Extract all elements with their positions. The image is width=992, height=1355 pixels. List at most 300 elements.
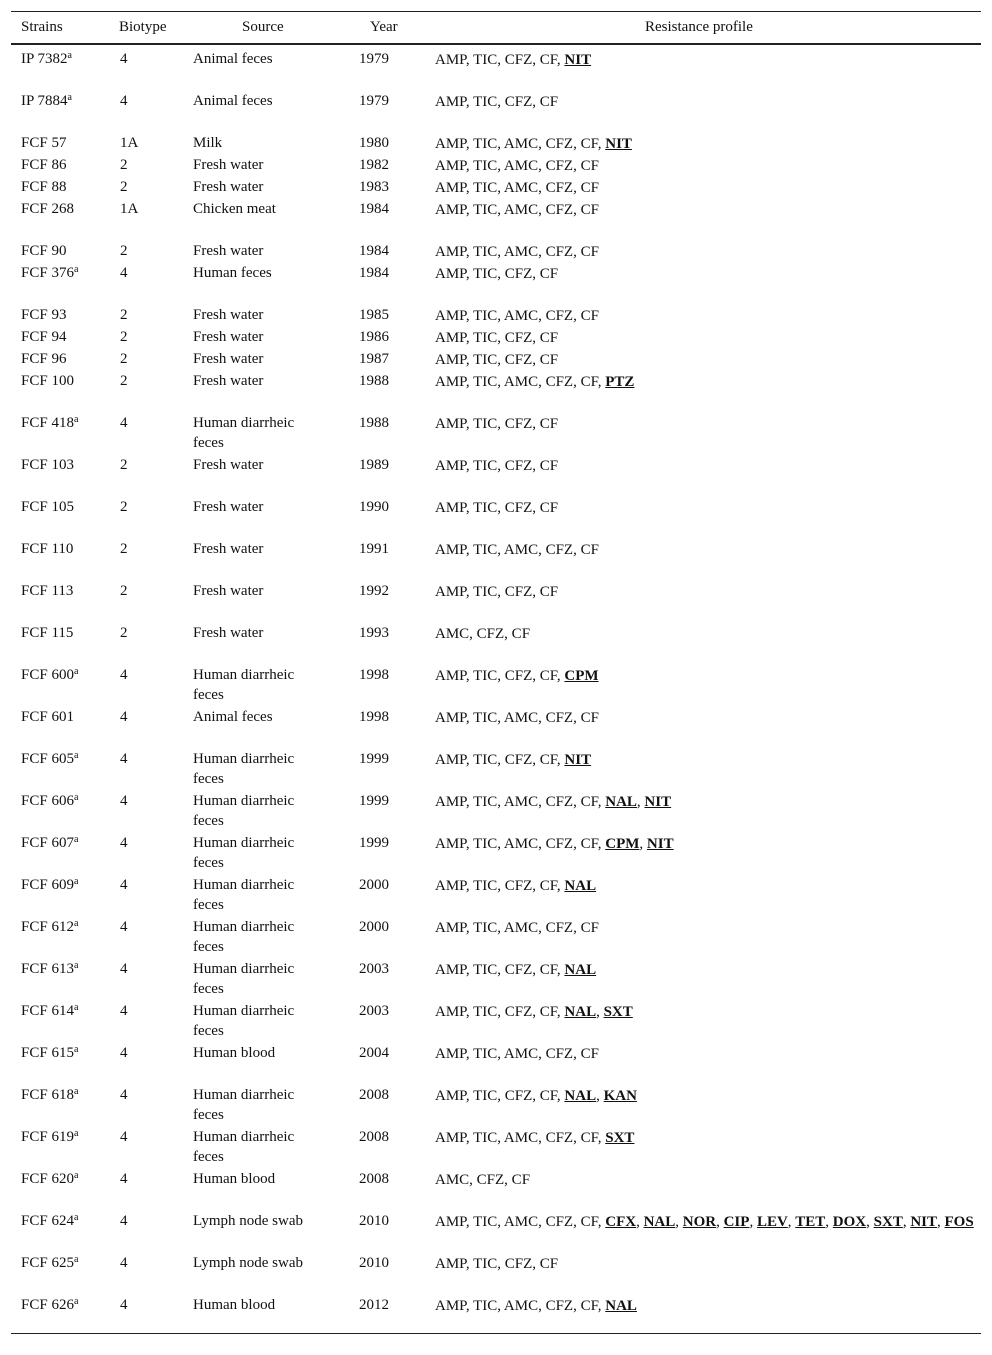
source-cell: Human diarrheic feces — [193, 751, 295, 787]
resistance-cell: AMP, TIC, AMC, CFZ, CF, CFX, NAL, NOR, CIP, LEV, TET, DOX, SXT, NIT, FOS — [435, 1214, 974, 1230]
header-strains: Strains — [21, 19, 63, 35]
resistance-base: AMP, TIC, AMC, CFZ, CF — [435, 202, 599, 218]
resistance-cell — [435, 455, 975, 477]
source-cell: Fresh water — [193, 541, 264, 557]
biotype-cell: 4 — [120, 1045, 128, 1061]
strain-name: FCF 88 — [21, 179, 67, 195]
resistance-cell: AMP, TIC, AMC, CFZ, CF, NAL, NIT — [435, 794, 672, 810]
strain-cell — [21, 1253, 93, 1273]
resistance-base: AMP, TIC, AMC, CFZ, CF — [435, 710, 599, 726]
biotype-cell: 4 — [120, 265, 128, 281]
source-cell: Chicken meat — [193, 201, 276, 217]
table-header — [11, 12, 981, 43]
year-cell: 2008 — [359, 1171, 389, 1187]
resistance-table — [11, 11, 981, 1334]
acquired-resistance: CFX — [605, 1214, 637, 1230]
resistance-base: AMP, TIC, CFZ, CF — [435, 1256, 559, 1272]
biotype-cell: 4 — [120, 793, 128, 809]
strain-cell — [21, 539, 93, 559]
table-row — [11, 535, 981, 577]
resistance-cell: AMP, TIC, AMC, CFZ, CF, CPM, NIT — [435, 836, 674, 852]
acquired-resistance: NIT — [910, 1214, 938, 1230]
source-cell: Fresh water — [193, 625, 264, 641]
table-row — [11, 151, 981, 173]
biotype-cell: 4 — [120, 877, 128, 893]
year-cell: 1992 — [359, 583, 389, 599]
strain-cell — [21, 917, 93, 937]
source-cell: Lymph node swab — [193, 1255, 303, 1271]
strain-cell — [21, 413, 93, 433]
acquired-resistance: NIT — [644, 794, 672, 810]
year-cell: 2012 — [359, 1297, 389, 1313]
biotype-cell: 4 — [120, 415, 128, 431]
strain-cell — [21, 707, 93, 727]
resistance-base: AMP, TIC, CFZ, CF — [435, 416, 559, 432]
strain-cell — [21, 455, 93, 475]
footnote-marker: a — [73, 876, 79, 887]
strain-cell — [21, 1001, 93, 1021]
footnote-marker: a — [73, 414, 79, 425]
table-row — [11, 129, 981, 151]
strain-name: FCF 626 — [21, 1297, 74, 1313]
resistance-cell — [435, 1253, 975, 1275]
strain-cell — [21, 241, 93, 261]
resistance-base: AMP, TIC, CFZ, CF — [435, 330, 559, 346]
acquired-resistance: NAL — [605, 794, 637, 810]
strain-name: FCF 57 — [21, 135, 67, 151]
source-cell: Fresh water — [193, 583, 264, 599]
resistance-base: AMC, CFZ, CF — [435, 1172, 531, 1188]
resistance-cell — [435, 263, 975, 285]
biotype-cell: 2 — [120, 243, 128, 259]
strain-cell — [21, 497, 93, 517]
source-cell: Fresh water — [193, 307, 264, 323]
resistance-base: AMP, TIC, CFZ, CF — [435, 752, 557, 768]
strain-cell — [21, 833, 93, 853]
year-cell: 1999 — [359, 835, 389, 851]
table-row — [11, 493, 981, 535]
acquired-resistance: NAL — [564, 1088, 597, 1104]
strain-cell — [21, 155, 93, 175]
strain-name: IP 7884 — [21, 93, 68, 109]
footnote-marker: a — [73, 1044, 79, 1055]
resistance-base: AMP, TIC, CFZ, CF — [435, 266, 559, 282]
strain-cell — [21, 623, 93, 643]
resistance-base: AMP, TIC, AMC, CFZ, CF — [435, 1214, 598, 1230]
table-row — [11, 1165, 981, 1207]
resistance-cell: AMP, TIC, CFZ, CF, NAL — [435, 878, 597, 894]
year-cell: 2008 — [359, 1129, 389, 1145]
footnote-marker: a — [73, 1254, 79, 1265]
source-cell: Fresh water — [193, 243, 264, 259]
strain-cell — [21, 49, 93, 69]
table-row — [11, 577, 981, 619]
year-cell: 1984 — [359, 243, 389, 259]
biotype-cell: 4 — [120, 1213, 128, 1229]
acquired-resistance: LEV — [756, 1214, 788, 1230]
resistance-cell: AMP, TIC, CFZ, CF, NIT — [435, 752, 592, 768]
biotype-cell: 4 — [120, 961, 128, 977]
acquired-resistance: CPM — [564, 668, 599, 684]
resistance-base: AMP, TIC, CFZ, CF — [435, 1088, 557, 1104]
resistance-base: AMP, TIC, CFZ, CF — [435, 962, 557, 978]
biotype-cell: 2 — [120, 329, 128, 345]
bottom-rule — [11, 1333, 981, 1334]
footnote-marker: a — [73, 1212, 79, 1223]
table-row — [11, 787, 981, 829]
acquired-resistance: NIT — [605, 136, 632, 152]
resistance-cell — [435, 199, 975, 221]
strain-name: FCF 609 — [21, 877, 74, 893]
header-year: Year — [370, 19, 398, 35]
source-cell: Fresh water — [193, 499, 264, 515]
footnote-marker: a — [67, 92, 72, 103]
biotype-cell: 4 — [120, 93, 128, 109]
biotype-cell: 2 — [120, 583, 128, 599]
footnote-marker: a — [73, 792, 79, 803]
year-cell: 2003 — [359, 1003, 389, 1019]
biotype-cell: 4 — [120, 51, 128, 67]
strain-cell — [21, 875, 93, 895]
footnote-marker: a — [73, 834, 79, 845]
year-cell: 2000 — [359, 919, 389, 935]
resistance-cell: AMP, TIC, CFZ, CF, NAL — [435, 962, 597, 978]
year-cell: 1986 — [359, 329, 389, 345]
table-row — [11, 237, 981, 259]
strain-name: FCF 624 — [21, 1213, 74, 1229]
year-cell: 1991 — [359, 541, 389, 557]
strain-name: FCF 376 — [21, 265, 74, 281]
strain-name: FCF 618 — [21, 1087, 74, 1103]
strain-name: FCF 105 — [21, 499, 74, 515]
strain-name: FCF 615 — [21, 1045, 74, 1061]
strain-cell — [21, 1295, 93, 1315]
source-cell: Animal feces — [193, 51, 273, 67]
table-row — [11, 1249, 981, 1291]
year-cell: 1988 — [359, 415, 389, 431]
strain-name: FCF 93 — [21, 307, 67, 323]
acquired-resistance: CIP — [723, 1214, 750, 1230]
resistance-cell — [435, 623, 975, 645]
acquired-resistance: NAL — [605, 1298, 637, 1314]
year-cell: 1990 — [359, 499, 389, 515]
resistance-cell — [435, 581, 975, 603]
source-cell: Human diarrheic feces — [193, 793, 295, 829]
table-row — [11, 451, 981, 493]
resistance-base: AMP, TIC, AMC, CFZ, CF — [435, 374, 598, 390]
year-cell: 1980 — [359, 135, 389, 151]
footnote-marker: a — [73, 1002, 79, 1013]
acquired-resistance: SXT — [603, 1004, 633, 1020]
biotype-cell: 2 — [120, 625, 128, 641]
strain-cell — [21, 91, 93, 111]
table-row — [11, 997, 981, 1039]
strain-name: FCF 613 — [21, 961, 74, 977]
resistance-base: AMP, TIC, AMC, CFZ, CF — [435, 180, 599, 196]
source-cell: Fresh water — [193, 157, 264, 173]
year-cell: 1987 — [359, 351, 389, 367]
resistance-cell — [435, 707, 975, 729]
resistance-base: AMP, TIC, CFZ, CF — [435, 94, 559, 110]
table-row — [11, 409, 981, 451]
footnote-marker: a — [73, 918, 79, 929]
source-cell: Human diarrheic feces — [193, 1129, 295, 1165]
strain-name: FCF 605 — [21, 751, 74, 767]
strain-name: FCF 110 — [21, 541, 74, 557]
table-row — [11, 661, 981, 703]
resistance-cell: AMP, TIC, CFZ, CF, CPM — [435, 668, 599, 684]
year-cell: 1979 — [359, 93, 389, 109]
source-cell: Human diarrheic feces — [193, 835, 295, 871]
year-cell: 1984 — [359, 265, 389, 281]
strain-name: FCF 600 — [21, 667, 74, 683]
strain-cell — [21, 1169, 93, 1189]
year-cell: 1985 — [359, 307, 389, 323]
table-row — [11, 173, 981, 195]
resistance-cell — [435, 1169, 975, 1191]
year-cell: 1988 — [359, 373, 389, 389]
source-cell: Fresh water — [193, 457, 264, 473]
year-cell: 1983 — [359, 179, 389, 195]
resistance-cell — [435, 413, 975, 435]
biotype-cell: 4 — [120, 1297, 128, 1313]
strain-cell — [21, 1043, 93, 1063]
acquired-resistance: FOS — [944, 1214, 974, 1230]
strain-cell — [21, 177, 93, 197]
table-row — [11, 45, 981, 87]
source-cell: Milk — [193, 135, 223, 151]
year-cell: 1999 — [359, 793, 389, 809]
strain-name: FCF 620 — [21, 1171, 74, 1187]
header-biotype: Biotype — [119, 19, 167, 35]
strain-cell — [21, 1211, 93, 1231]
source-cell: Fresh water — [193, 351, 264, 367]
strain-name: FCF 86 — [21, 157, 67, 173]
table-row — [11, 619, 981, 661]
resistance-base: AMP, TIC, CFZ, CF — [435, 1004, 557, 1020]
acquired-resistance: NAL — [643, 1214, 676, 1230]
strain-name: FCF 115 — [21, 625, 74, 641]
resistance-cell — [435, 497, 975, 519]
year-cell: 1989 — [359, 457, 389, 473]
strain-cell — [21, 665, 93, 685]
resistance-base: AMP, TIC, CFZ, CF — [435, 500, 559, 516]
strain-cell — [21, 305, 93, 325]
acquired-resistance: NIT — [646, 836, 674, 852]
source-cell: Fresh water — [193, 179, 264, 195]
resistance-base: AMP, TIC, AMC, CFZ, CF — [435, 542, 599, 558]
biotype-cell: 4 — [120, 709, 128, 725]
resistance-cell — [435, 917, 975, 939]
year-cell: 1979 — [359, 51, 389, 67]
resistance-base: AMP, TIC, AMC, CFZ, CF — [435, 1298, 598, 1314]
year-cell: 2010 — [359, 1213, 389, 1229]
footnote-marker: a — [73, 1170, 79, 1181]
biotype-cell: 2 — [120, 157, 128, 173]
acquired-resistance: SXT — [873, 1214, 903, 1230]
table-row — [11, 195, 981, 237]
acquired-resistance: PTZ — [605, 374, 635, 390]
strain-name: FCF 268 — [21, 201, 74, 217]
biotype-cell: 4 — [120, 1087, 128, 1103]
biotype-cell: 2 — [120, 541, 128, 557]
footnote-marker: a — [73, 1128, 79, 1139]
table-row — [11, 87, 981, 129]
source-cell: Human blood — [193, 1045, 276, 1061]
biotype-cell: 4 — [120, 1255, 128, 1271]
year-cell: 1982 — [359, 157, 389, 173]
source-cell: Animal feces — [193, 93, 273, 109]
biotype-cell: 2 — [120, 307, 128, 323]
resistance-cell — [435, 91, 975, 113]
footnote-marker: a — [73, 264, 79, 275]
resistance-base: AMP, TIC, AMC, CFZ, CF — [435, 308, 599, 324]
source-cell: Human blood — [193, 1171, 276, 1187]
resistance-base: AMP, TIC, AMC, CFZ, CF — [435, 244, 599, 260]
strain-cell — [21, 327, 93, 347]
year-cell: 1993 — [359, 625, 389, 641]
strain-name: FCF 90 — [21, 243, 67, 259]
strain-cell — [21, 1127, 93, 1147]
strain-cell — [21, 371, 93, 391]
acquired-resistance: NAL — [564, 1004, 597, 1020]
resistance-cell — [435, 539, 975, 561]
strain-cell — [21, 581, 93, 601]
biotype-cell: 4 — [120, 1129, 128, 1145]
biotype-cell: 2 — [120, 499, 128, 515]
year-cell: 2003 — [359, 961, 389, 977]
strain-cell — [21, 133, 93, 153]
strain-name: FCF 418 — [21, 415, 74, 431]
acquired-resistance: NIT — [564, 52, 592, 68]
table-row — [11, 1123, 981, 1165]
acquired-resistance: SXT — [605, 1130, 635, 1146]
strain-cell — [21, 263, 93, 283]
strain-name: FCF 113 — [21, 583, 74, 599]
source-cell: Lymph node swab — [193, 1213, 303, 1229]
strain-cell — [21, 791, 93, 811]
biotype-cell: 4 — [120, 835, 128, 851]
strain-cell — [21, 749, 93, 769]
resistance-base: AMP, TIC, AMC, CFZ, CF — [435, 1130, 598, 1146]
source-cell: Animal feces — [193, 709, 273, 725]
strain-name: FCF 614 — [21, 1003, 74, 1019]
resistance-cell: AMP, TIC, CFZ, CF, NIT — [435, 52, 592, 68]
table-row — [11, 301, 981, 323]
resistance-cell: AMP, TIC, CFZ, CF, NAL, KAN — [435, 1088, 637, 1104]
year-cell: 1998 — [359, 667, 389, 683]
biotype-cell: 2 — [120, 457, 128, 473]
strain-name: FCF 612 — [21, 919, 74, 935]
footnote-marker: a — [73, 750, 79, 761]
header-resistance: Resistance profile — [645, 19, 753, 35]
table-row — [11, 259, 981, 301]
table-row — [11, 1039, 981, 1081]
year-cell: 1999 — [359, 751, 389, 767]
source-cell: Human diarrheic feces — [193, 961, 295, 997]
biotype-cell: 1A — [120, 135, 139, 151]
table-row — [11, 745, 981, 787]
acquired-resistance: NOR — [682, 1214, 717, 1230]
strain-name: FCF 606 — [21, 793, 74, 809]
biotype-cell: 4 — [120, 751, 128, 767]
resistance-base: AMP, TIC, CFZ, CF — [435, 52, 557, 68]
resistance-cell: AMP, TIC, AMC, CFZ, CF, PTZ — [435, 374, 635, 390]
resistance-cell: AMP, TIC, AMC, CFZ, CF, SXT — [435, 1130, 635, 1146]
year-cell: 2010 — [359, 1255, 389, 1271]
year-cell: 2004 — [359, 1045, 389, 1061]
footnote-marker: a — [73, 1296, 79, 1307]
footnote-marker: a — [67, 50, 72, 61]
table-row — [11, 1207, 981, 1249]
footnote-marker: a — [73, 666, 79, 677]
acquired-resistance: TET — [795, 1214, 826, 1230]
resistance-base: AMP, TIC, CFZ, CF — [435, 878, 557, 894]
biotype-cell: 2 — [120, 373, 128, 389]
biotype-cell: 4 — [120, 1003, 128, 1019]
strain-name: FCF 601 — [21, 709, 74, 725]
strain-name: FCF 96 — [21, 351, 67, 367]
biotype-cell: 2 — [120, 351, 128, 367]
table-row — [11, 703, 981, 745]
strain-name: IP 7382 — [21, 51, 68, 67]
resistance-cell: AMP, TIC, AMC, CFZ, CF, NAL — [435, 1298, 637, 1314]
resistance-base: AMP, TIC, AMC, CFZ, CF — [435, 920, 599, 936]
table-row — [11, 1291, 981, 1333]
strain-name: FCF 607 — [21, 835, 74, 851]
strain-name: FCF 100 — [21, 373, 74, 389]
table-body — [11, 45, 981, 1333]
acquired-resistance: NAL — [564, 878, 597, 894]
year-cell: 2008 — [359, 1087, 389, 1103]
resistance-base: AMP, TIC, CFZ, CF — [435, 668, 557, 684]
strain-cell — [21, 199, 93, 219]
table-row — [11, 1081, 981, 1123]
source-cell: Human diarrheic feces — [193, 415, 295, 451]
table-row — [11, 367, 981, 409]
footnote-marker: a — [73, 1086, 79, 1097]
table-row — [11, 829, 981, 871]
footnote-marker: a — [73, 960, 79, 971]
table-row — [11, 955, 981, 997]
biotype-cell: 1A — [120, 201, 139, 217]
resistance-cell: AMP, TIC, AMC, CFZ, CF, NIT — [435, 136, 632, 152]
year-cell: 2000 — [359, 877, 389, 893]
strain-name: FCF 619 — [21, 1129, 74, 1145]
resistance-base: AMP, TIC, AMC, CFZ, CF — [435, 1046, 599, 1062]
strain-name: FCF 625 — [21, 1255, 74, 1271]
strain-name: FCF 94 — [21, 329, 67, 345]
source-cell: Fresh water — [193, 373, 264, 389]
strain-cell — [21, 1085, 93, 1105]
resistance-base: AMP, TIC, CFZ, CF — [435, 352, 559, 368]
resistance-base: AMP, TIC, AMC, CFZ, CF — [435, 158, 599, 174]
source-cell: Human diarrheic feces — [193, 919, 295, 955]
biotype-cell: 4 — [120, 667, 128, 683]
source-cell: Human feces — [193, 265, 272, 281]
table-row — [11, 913, 981, 955]
acquired-resistance: CPM — [605, 836, 640, 852]
resistance-base: AMP, TIC, AMC, CFZ, CF — [435, 136, 598, 152]
acquired-resistance: KAN — [603, 1088, 637, 1104]
acquired-resistance: NIT — [564, 752, 592, 768]
year-cell: 1998 — [359, 709, 389, 725]
header-source: Source — [242, 19, 284, 35]
table-row — [11, 345, 981, 367]
strain-cell — [21, 959, 93, 979]
resistance-base: AMP, TIC, CFZ, CF — [435, 584, 559, 600]
resistance-base: AMC, CFZ, CF — [435, 626, 531, 642]
